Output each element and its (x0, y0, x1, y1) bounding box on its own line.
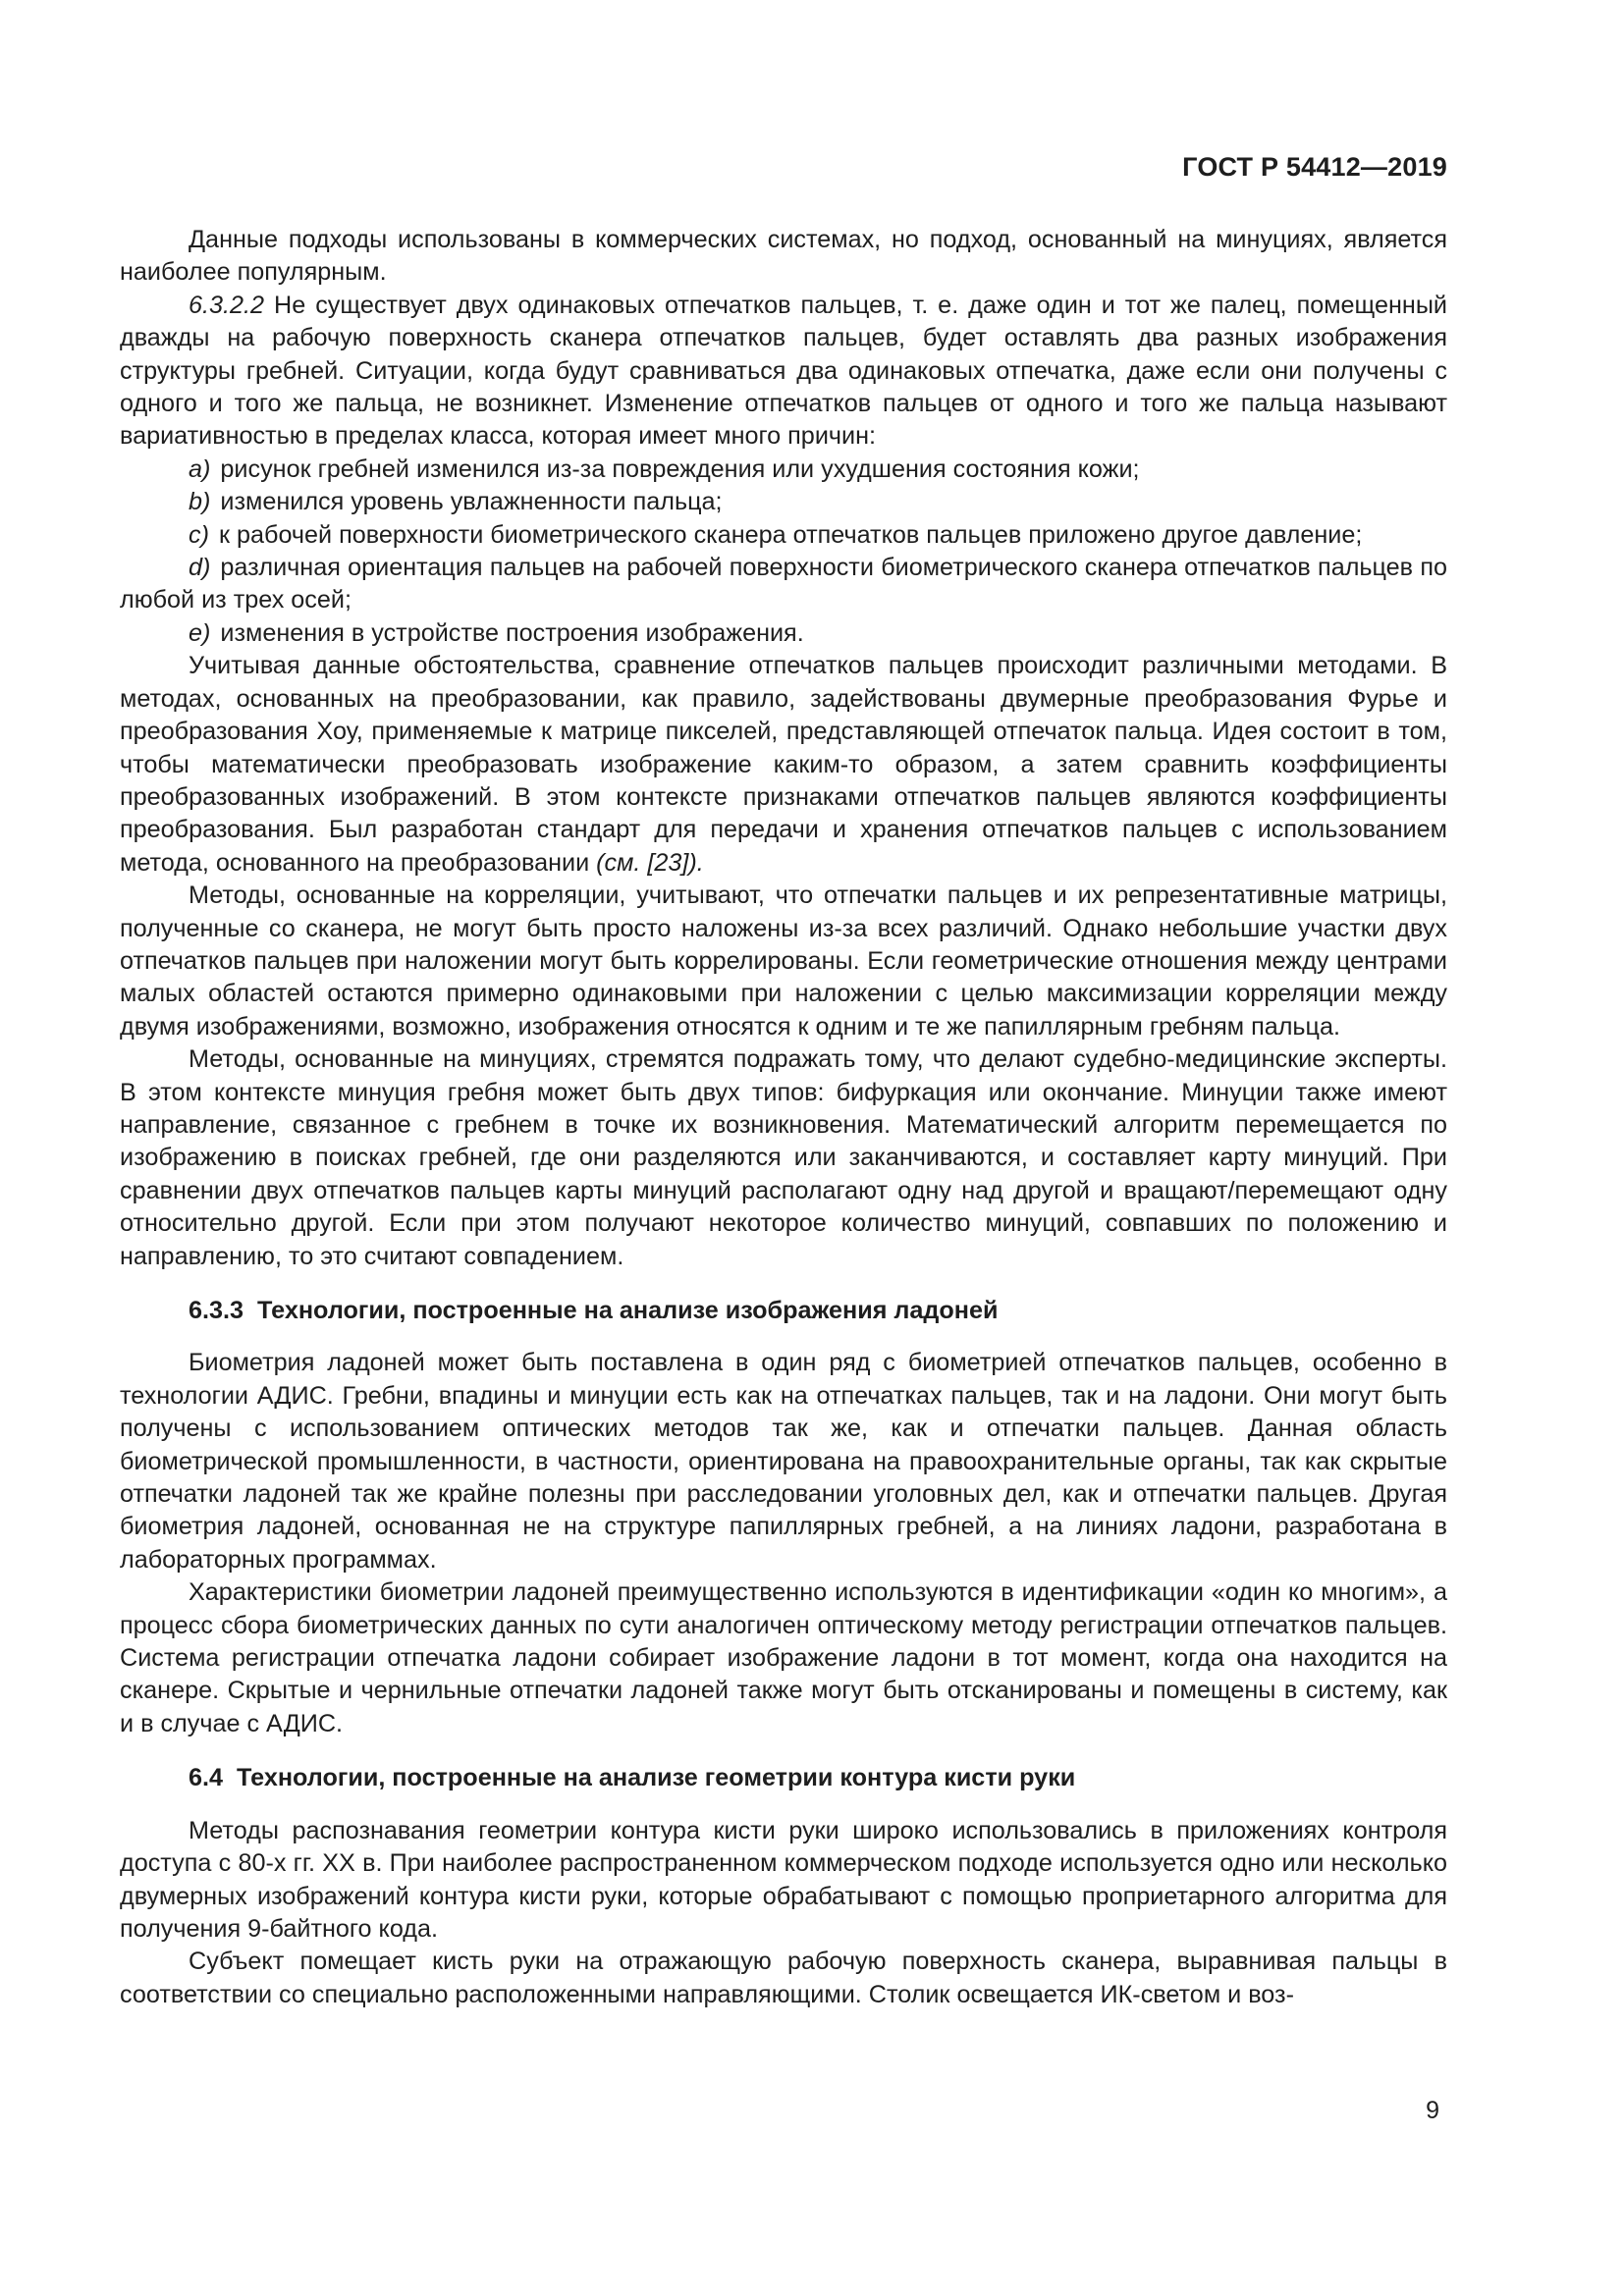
list-item-a (120, 454, 1447, 486)
paragraph-hand-geometry: Методы распознавания геометрии контура кисти руки широко использовались в приложениях контроля доступа с 80-х гг. XX в. При наиболее распространенном коммерческом подходе используется одно или несколько двумерных изображений контура кисти руки, которые обрабатывают с помощью проприетарного алгоритма для получения 9-байтного кода. (120, 1816, 1447, 1943)
list-item-e (120, 617, 1447, 650)
list-text: рисунок гребней изменился из-за повреждения или ухудшения состояния кожи; (220, 454, 1140, 483)
list-label: b) (189, 488, 211, 516)
list-text: к рабочей поверхности биометрического сканера отпечатков пальцев приложено другое давление; (218, 520, 1363, 549)
paragraph-intro: Данные подходы использованы в коммерческих системах, но подход, основанный на минуциях, является наиболее популярным. (120, 226, 1447, 287)
section-heading-6-4 (120, 1762, 1447, 1794)
list-label: a) (189, 454, 211, 483)
section-number: 6.3.3 (189, 1297, 244, 1324)
list-label: e) (189, 618, 211, 647)
list-label: c) (189, 520, 209, 549)
clause-6-3-2-2 (120, 290, 1447, 454)
list-label: d) (189, 554, 211, 582)
paragraph-minutiae-methods: Методы, основанные на минуциях, стремятся подражать тому, что делают судебно-медицинские эксперты. В этом контексте минуция гребня может быть двух типов: бифуркация или окончание. Минуции также имеют направление, связанное с гребнем в точке их возникновения. Математический алгоритм перемещается по изображению в поисках гребней, где они разделяются или заканчиваются, и составляет карту минуций. При сравнении двух отпечатков пальцев карты минуций располагают одну над другой и вращают/перемещают одну относительно другой. Если при этом получают некоторое количество минуций, совпавших по положению и направлению, то это считают совпадением. (120, 1045, 1447, 1270)
list-text: изменился уровень увлажненности пальца; (220, 488, 723, 516)
list-item-b (120, 486, 1447, 518)
reference-link: (см. [23]). (596, 848, 704, 877)
section-heading-6-3-3 (120, 1295, 1447, 1327)
paragraph-correlation-methods: Методы, основанные на корреляции, учитывают, что отпечатки пальцев и их репрезентативные матрицы, полученные со сканера, не могут быть просто наложены из-за всех различий. Однако небольшие участки двух отпечатков пальцев при наложении могут быть коррелированы. Если геометрические отношения между центрами малых областей остаются примерно одинаковыми при наложении с целью максимизации корреляции между двумя изображениями, возможно, изображения относятся к одним и те же папиллярным гребням пальца. (120, 881, 1447, 1041)
page-number: 9 (1426, 2097, 1439, 2124)
paragraph-palm-identification: Характеристики биометрии ладоней преимущественно используются в идентификации «один ко многим», а процесс сбора биометрических данных по сути аналогичен оптическому методу регистрации отпечатков пальцев. Система регистрации отпечатка ладони собирает изображение ладони в тот момент, когда она находится на сканере. Скрытые и чернильные отпечатки ладоней также могут быть отсканированы и помещены в систему, как и в случае с АДИС. (120, 1578, 1447, 1737)
clause-text: Не существует двух одинаковых отпечатков пальцев, т. е. даже один и тот же палец, помещенный дважды на рабочую поверхность сканера отпечатков пальцев, будет оставлять два разных изображения структуры гребней. Ситуации, когда будут сравниваться два одинаковых отпечатка, даже если они получены с одного и того же пальца, не возникнет. Изменение отпечатков пальцев от одного и того же пальца называют вариативностью в пределах класса, которая имеет много причин: (120, 291, 1447, 451)
paragraph-text: Учитывая данные обстоятельства, сравнение отпечатков пальцев происходит различными методами. В методах, основанных на преобразовании, как правило, задействованы двумерные преобразования Фурье и преобразования Хоу, применяемые к матрице пикселей, представляющей отпечаток пальца. Идея состоит в том, чтобы математически преобразовать изображение каким-то образом, а затем сравнить коэффициенты преобразованных изображений. В этом контексте признаками отпечатков пальцев являются коэффициенты преобразования. Был разработан стандарт для передачи и хранения отпечатков пальцев с использованием метода, основанного на преобразовании (120, 652, 1447, 877)
list-item-c (120, 519, 1447, 552)
section-title: Технологии, построенные на анализе геометрии контура кисти руки (237, 1764, 1076, 1792)
list-text: изменения в устройстве построения изображения. (220, 618, 804, 647)
document-body (120, 224, 1447, 2011)
list-text: различная ориентация пальцев на рабочей поверхности биометрического сканера отпечатков пальцев по любой из трех осей; (120, 554, 1447, 614)
paragraph-palm-biometrics: Биометрия ладоней может быть поставлена в один ряд с биометрией отпечатков пальцев, особенно в технологии АДИС. Гребни, впадины и минуции есть как на отпечатках пальцев, так и на ладони. Они могут быть получены с использованием оптических методов так же, как и отпечатки пальцев. Данная область биометрической промышленности, в частности, ориентирована на правоохранительные органы, так как скрытые отпечатки ладоней так же крайне полезны при расследовании уголовных дел, как и отпечатки пальцев. Другая биометрия ладоней, основанная не на структуре папиллярных гребней, а на линиях ладони, разработана в лабораторных программах. (120, 1349, 1447, 1574)
list-item-d (120, 552, 1447, 617)
paragraph-transform-methods (120, 650, 1447, 880)
paragraph-hand-scanner: Субъект помещает кисть руки на отражающую рабочую поверхность сканера, выравнивая пальцы в соответствии со специально расположенными направляющими. Столик освещается ИК-светом и воз- (120, 1948, 1447, 2008)
document-header: ГОСТ Р 54412—2019 (1182, 152, 1447, 182)
section-title: Технологии, построенные на анализе изображения ладоней (257, 1297, 999, 1324)
clause-number: 6.3.2.2 (189, 291, 265, 319)
section-number: 6.4 (189, 1764, 224, 1792)
